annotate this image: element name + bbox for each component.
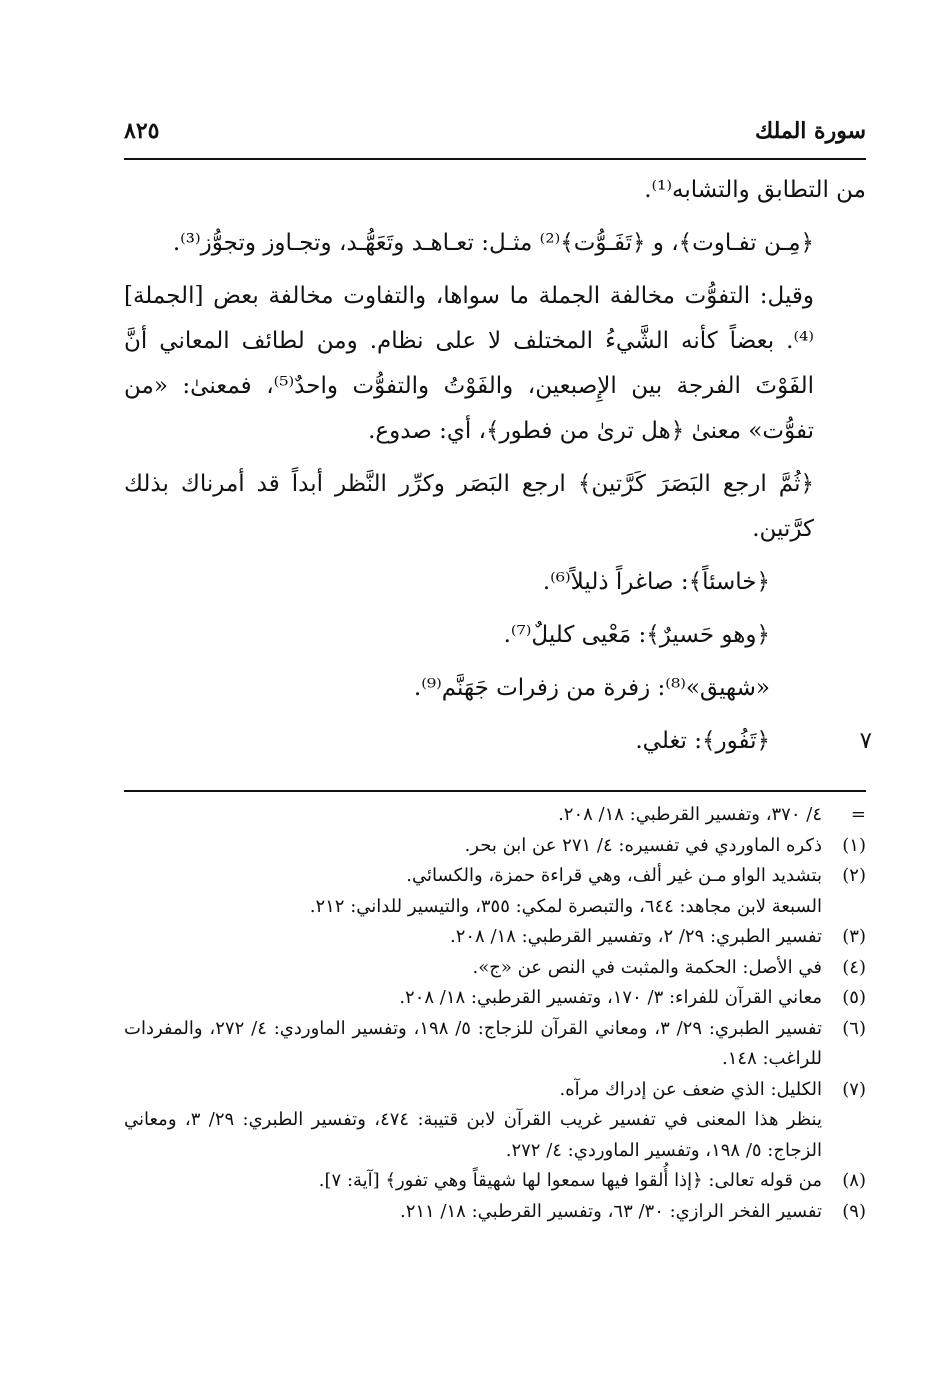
footnotes	[124, 800, 866, 1227]
footnote-number: (٩)	[842, 1200, 866, 1222]
footnote	[124, 861, 866, 892]
verse-number: ٧	[859, 728, 872, 754]
footnote-text: تفسير الطبري: ٢٩/ ٣، ومعاني القرآن للزجاج: ٥/ ١٩٨، وتفسير الماوردي: ٤/ ٢٧٢، والمفردات للراغب: ١٤٨.	[124, 1017, 823, 1069]
footnote	[124, 800, 866, 831]
page-header	[124, 118, 866, 144]
footnote-number: (٧)	[842, 1078, 866, 1100]
footnote-continuation: ينظر هذا المعنى في تفسير غريب القرآن لابن قتيبة: ٤٧٤، وتفسير الطبري: ٢٩/ ٣، ومعاني الزجاج: ٥/ ١٩٨، وتفسير الماوردي: ٤/ ٢٧٢.	[124, 1109, 823, 1161]
footnote-number: =	[850, 804, 866, 825]
footnote-number: (٢)	[842, 865, 866, 886]
footnote	[124, 1166, 866, 1197]
page-number: ٨٢٥	[124, 118, 160, 144]
footnote	[124, 1014, 866, 1075]
footnote-text: تفسير الفخر الرازي: ٣٠/ ٦٣، وتفسير القرطبي: ١٨/ ٢١١.	[399, 1200, 822, 1222]
gloss-line: ﴿وهو حَسيرٌ﴾: مَعْيى كليلٌ⁽⁷⁾.	[503, 622, 770, 648]
paragraph: ﴿ثُمَّ ارجع البَصَرَ كَرَّتين﴾ ارجع البَصَر وكرِّر النَّظر أبداً قد أمرناك بذلك كرَّتين.	[124, 471, 814, 542]
paragraph: من التطابق والتشابه⁽¹⁾.	[644, 177, 866, 203]
footnote-number: (٦)	[842, 1017, 866, 1039]
footnote-text: الكليل: الذي ضعف عن إدراك مرآه.	[559, 1078, 822, 1100]
gloss-line: ﴿تَفُور﴾: تغلي.	[635, 728, 770, 754]
paragraph: ﴿مِـن تفـاوت﴾، و ﴿تَفَـوُّت﴾⁽²⁾ مثـل: تعـاهـد وتَعَهُّـد، وتجـاوز وتجوُّز⁽³⁾.	[172, 230, 814, 256]
surah-title: سورة الملك	[755, 118, 866, 144]
main-text	[124, 168, 872, 764]
footnote	[124, 983, 866, 1014]
footnote-divider	[124, 790, 866, 792]
footnote	[124, 1075, 866, 1106]
footnote-text: بتشديد الواو مـن غير ألف، وهي قراءة حمزة، والكسائي.	[406, 865, 822, 886]
footnote	[124, 922, 866, 953]
gloss-line: «شهيق»⁽⁸⁾: زفرة من زفرات جَهَنَّم⁽⁹⁾.	[413, 675, 770, 701]
footnote-text: ٤/ ٣٧٠، وتفسير القرطبي: ١٨/ ٢٠٨.	[558, 804, 822, 825]
footnote-text: من قوله تعالى: ﴿إذا أُلقوا فيها سمعوا لها شهيقاً وهي تفور﴾ [آية: ٧].	[318, 1170, 822, 1191]
footnote-number: (٨)	[842, 1170, 866, 1191]
footnote	[124, 1197, 866, 1228]
footnote-continuation: السبعة لابن مجاهد: ٦٤٤، والتبصرة لمكي: ٣٥٥، والتيسير للداني: ٢١٢.	[309, 895, 822, 917]
footnote-text: تفسير الطبري: ٢٩/ ٢، وتفسير القرطبي: ١٨/ ٢٠٨.	[449, 926, 822, 947]
footnote-number: (٣)	[842, 926, 866, 947]
footnote-number: (٤)	[842, 956, 866, 978]
header-divider	[124, 158, 866, 160]
footnote-text: معاني القرآن للفراء: ٣/ ١٧٠، وتفسير القرطبي: ١٨/ ٢٠٨.	[399, 987, 822, 1008]
footnote-number: (١)	[842, 834, 866, 856]
footnote-number: (٥)	[842, 987, 866, 1008]
gloss-line: ﴿خاسئاً﴾: صاغراً ذليلاً⁽⁶⁾.	[542, 569, 770, 595]
paragraph: وقيل: التفوُّت مخالفة الجملة ما سواها، والتفاوت مخالفة بعض [الجملة]⁽⁴⁾. بعضاً كأنه الشَّيءُ المختلف لا على نظام. ومن لطائف المعاني أنَّ الفَوْتَ الفرجة بين الإِصبعين، والفَوْتُ والتفوُّت واحدٌ⁽⁵⁾، فمعنىٰ: «من تفوُّت» معنىٰ ﴿هل ترىٰ من فطور﴾، أي: صدوع.	[124, 283, 814, 444]
footnote	[124, 953, 866, 984]
footnote-text: ذكره الماوردي في تفسيره: ٤/ ٢٧١ عن ابن بحر.	[464, 834, 822, 856]
footnote	[124, 831, 866, 862]
footnote-text: في الأصل: الحكمة والمثبت في النص عن «ج».	[472, 956, 822, 978]
